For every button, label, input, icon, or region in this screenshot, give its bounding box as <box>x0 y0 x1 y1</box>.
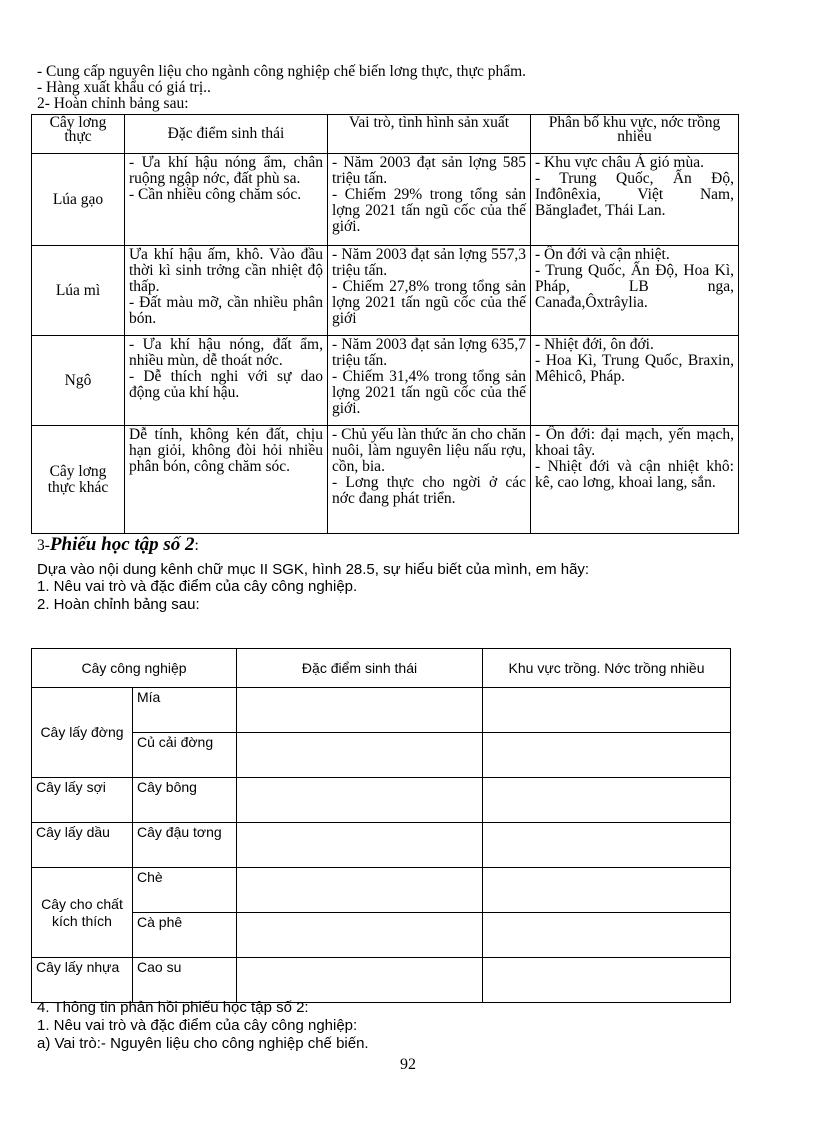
crop-item: Mía <box>133 688 237 733</box>
bottom-line-3: a) Vai trò:- Nguyên liệu cho công nghiệp chế biến. <box>37 1035 369 1052</box>
blank-cell[interactable] <box>483 733 731 778</box>
crop-role: - Chủ yếu làn thức ăn cho chăn nuôi, làm nguyên liệu nấu rợu, cồn, bia. - Lơng thực cho ngời ở các nớc đang phát triển. <box>328 426 531 534</box>
table-row <box>32 913 731 958</box>
header-industrial-crop: Cây công nghiệp <box>32 649 237 688</box>
header-role: Vai trò, tình hình sản xuất <box>328 115 531 154</box>
table-row <box>32 778 731 823</box>
table-header-row <box>32 115 739 154</box>
header-ecology: Đặc điểm sinh thái <box>237 649 483 688</box>
group-name: Cây lấy nhựa <box>32 958 133 1003</box>
crop-ecology: - Ưa khí hậu nóng, đất ẩm, nhiều mùn, dễ thoát nớc. - Dễ thích nghi với sự dao động của khí hậu. <box>125 336 328 426</box>
crop-name: Lúa gạo <box>32 154 125 246</box>
crop-distribution: - Khu vực châu Á gió mùa. - Trung Quốc, Ấn Độ, Inđônêxia, Việt Nam, Bănglađet, Thái Lan. <box>531 154 739 246</box>
section3-line-3: 2. Hoàn chỉnh bảng sau: <box>37 596 200 613</box>
text-line-2: - Hàng xuất khẩu có giá trị.. <box>37 79 211 96</box>
crop-role: - Năm 2003 đạt sản lợng 557,3 triệu tấn. - Chiếm 27,8% trong tổng sản lợng 2021 tấn ngũ cốc của thế giới <box>328 246 531 336</box>
text-line-1: - Cung cấp nguyên liệu cho ngành công nghiệp chế biến lơng thực, thực phẩm. <box>37 63 527 80</box>
blank-cell[interactable] <box>483 913 731 958</box>
section3-heading <box>37 534 199 555</box>
crop-name: Lúa mì <box>32 246 125 336</box>
table-row <box>32 246 739 336</box>
section3-colon: : <box>194 537 199 554</box>
table-row <box>32 426 739 534</box>
crop-distribution: - Nhiệt đới, ôn đới. - Hoa Kì, Trung Quốc, Braxin, Mêhicô, Pháp. <box>531 336 739 426</box>
section3-title: Phiếu học tập số 2 <box>49 534 195 555</box>
crop-name: Ngô <box>32 336 125 426</box>
header-crop: Cây lơng thực <box>32 115 125 154</box>
table-row <box>32 688 731 733</box>
crop-item: Củ cải đờng <box>133 733 237 778</box>
table-row <box>32 733 731 778</box>
section3-line-2: 1. Nêu vai trò và đặc điểm của cây công nghiệp. <box>37 578 358 595</box>
cereal-crops-table <box>31 114 739 534</box>
blank-cell[interactable] <box>483 778 731 823</box>
crop-item: Cây bông <box>133 778 237 823</box>
crop-ecology: Dễ tính, không kén đất, chịu hạn giỏi, không đòi hỏi nhiều phân bón, công chăm sóc. <box>125 426 328 534</box>
crop-role: - Năm 2003 đạt sản lợng 585 triệu tấn. - Chiếm 29% trong tổng sản lợng 2021 tấn ngũ cốc của thế giới. <box>328 154 531 246</box>
blank-cell[interactable] <box>483 688 731 733</box>
table-row <box>32 336 739 426</box>
blank-cell[interactable] <box>237 913 483 958</box>
blank-cell[interactable] <box>483 868 731 913</box>
header-ecology: Đặc điểm sinh thái <box>125 115 328 154</box>
crop-ecology: - Ưa khí hậu nóng ẩm, chân ruộng ngập nớc, đất phù sa. - Cần nhiều công chăm sóc. <box>125 154 328 246</box>
crop-item: Chè <box>133 868 237 913</box>
section3-line-1: Dựa vào nội dung kênh chữ mục II SGK, hình 28.5, sự hiểu biết của mình, em hãy: <box>37 561 590 578</box>
blank-cell[interactable] <box>483 823 731 868</box>
crop-ecology: Ưa khí hậu ấm, khô. Vào đầu thời kì sinh trởng cần nhiệt độ thấp. - Đất màu mỡ, cần nhiều phân bón. <box>125 246 328 336</box>
header-region: Khu vực trồng. Nớc trồng nhiều <box>483 649 731 688</box>
bottom-line-2: 1. Nêu vai trò và đặc điểm của cây công nghiệp: <box>37 1017 358 1034</box>
table-row <box>32 823 731 868</box>
industrial-crops-table <box>31 648 731 1003</box>
crop-role: - Năm 2003 đạt sản lợng 635,7 triệu tấn. - Chiếm 31,4% trong tổng sản lợng 2021 tấn ngũ cốc của thế giới. <box>328 336 531 426</box>
header-distribution: Phân bố khu vực, nớc trồng nhiều <box>531 115 739 154</box>
section3-number: 3- <box>37 537 50 554</box>
crop-distribution: - Ôn đới và cận nhiệt. - Trung Quốc, Ấn Độ, Hoa Kì, Pháp, LB nga, Canađa,Ôxtrâylia. <box>531 246 739 336</box>
group-name: Cây lấy đờng <box>32 688 133 778</box>
group-name: Cây lấy dầu <box>32 823 133 868</box>
crop-distribution: - Ôn đới: đại mạch, yến mạch, khoai tây. - Nhiệt đới và cận nhiệt khô: kê, cao lơng, khoai lang, sắn. <box>531 426 739 534</box>
crop-name: Cây lơng thực khác <box>32 426 125 534</box>
table-header-row <box>32 649 731 688</box>
group-name: Cây lấy sợi <box>32 778 133 823</box>
blank-cell[interactable] <box>483 958 731 1003</box>
crop-item: Cà phê <box>133 913 237 958</box>
text-line-3: 2- Hoàn chỉnh bảng sau: <box>37 95 189 112</box>
table-row <box>32 868 731 913</box>
blank-cell[interactable] <box>237 688 483 733</box>
group-name: Cây cho chất kích thích <box>32 868 133 958</box>
blank-cell[interactable] <box>237 868 483 913</box>
page-number: 92 <box>400 1056 416 1073</box>
blank-cell[interactable] <box>237 733 483 778</box>
blank-cell[interactable] <box>237 823 483 868</box>
crop-item: Cao su <box>133 958 237 1003</box>
crop-item: Cây đậu tơng <box>133 823 237 868</box>
blank-cell[interactable] <box>237 778 483 823</box>
blank-cell[interactable] <box>237 958 483 1003</box>
bottom-line-1: 4. Thông tin phản hồi phiếu học tập số 2: <box>37 999 309 1016</box>
table-row <box>32 958 731 1003</box>
table-row <box>32 154 739 246</box>
